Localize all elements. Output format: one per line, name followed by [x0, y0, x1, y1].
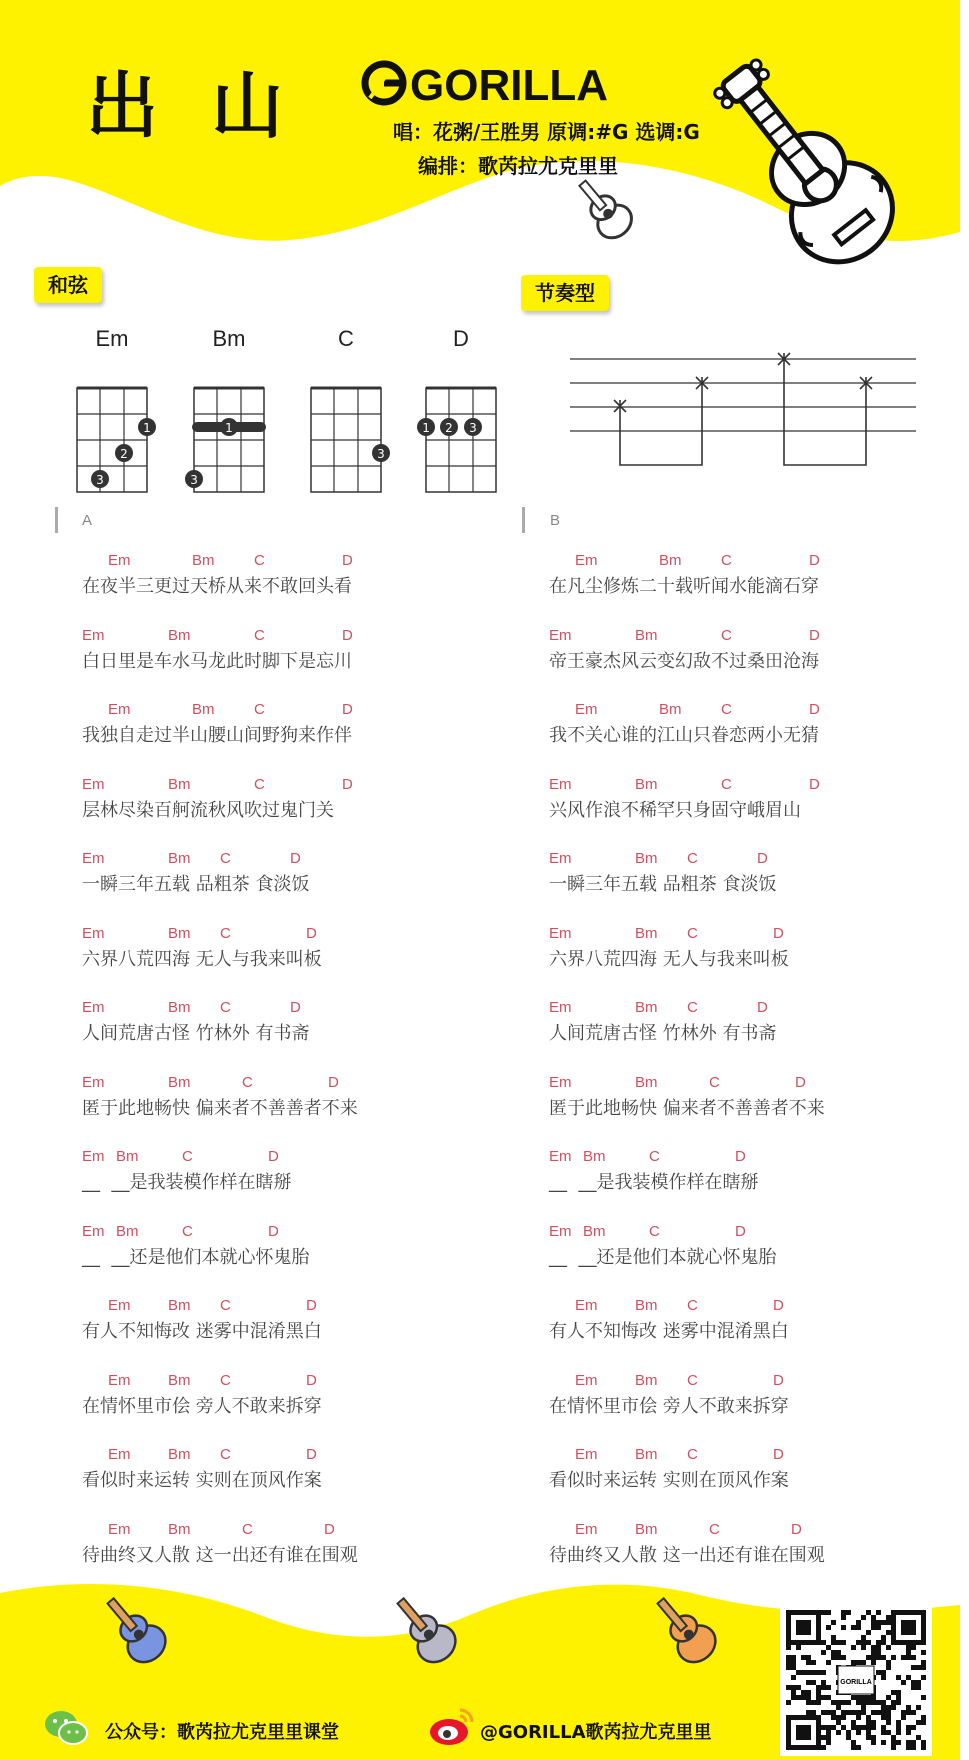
chord-label: D — [328, 1073, 339, 1091]
chord-label: D — [306, 924, 317, 942]
lyric-line — [549, 1148, 969, 1223]
section-a-marker — [55, 507, 58, 533]
chord-label: Em — [575, 1371, 598, 1389]
lyric-text: 人间荒唐古怪 竹林外 有书斋 — [549, 1023, 777, 1044]
chord-row — [82, 1074, 502, 1094]
chord-label: D — [809, 626, 820, 644]
section-b-label: B — [550, 512, 561, 529]
chord-label: D — [773, 1446, 784, 1463]
chord-label: Em — [575, 1297, 598, 1314]
chord-row — [82, 1148, 502, 1168]
chord-label: D — [791, 1520, 802, 1538]
chord-label: Em — [575, 1520, 598, 1538]
lyric-text: 人间荒唐古怪 竹林外 有书斋 — [82, 1023, 310, 1044]
chord-label: D — [306, 1446, 317, 1463]
lyric-line — [549, 999, 969, 1074]
chord-label: Bm — [659, 701, 682, 718]
chord-row — [549, 701, 969, 721]
lyric-line — [549, 552, 969, 627]
chord-label: Bm — [583, 1222, 606, 1240]
chord-label: C — [687, 924, 698, 942]
chord-name: Bm — [212, 326, 246, 351]
chord-row — [549, 999, 969, 1019]
lyric-line — [82, 925, 502, 1000]
section-b-marker — [522, 507, 525, 533]
chords-tag: 和弦 — [34, 267, 102, 303]
chord-label: D — [757, 850, 768, 867]
chord-label: Bm — [635, 626, 658, 644]
lyric-line — [549, 850, 969, 925]
chord-label: D — [735, 1222, 746, 1240]
lyric-text: 看似时来运转 实则在顶风作案 — [82, 1470, 322, 1491]
lyric-text: 看似时来运转 实则在顶风作案 — [549, 1470, 789, 1491]
chord-row — [549, 1372, 969, 1392]
chord-label: Em — [108, 1371, 131, 1389]
chord-label: Em — [82, 999, 105, 1016]
rhythm-tag: 节奏型 — [521, 275, 609, 311]
chord-label: Em — [82, 850, 105, 867]
lyric-text: 在情怀里市侩 旁人不敢来拆穿 — [82, 1395, 322, 1417]
lyric-line — [82, 1372, 502, 1447]
chord-label: D — [290, 999, 301, 1016]
lyric-text: 一瞬三年五载 品粗茶 食淡饭 — [82, 874, 310, 895]
chord-label: Em — [549, 775, 572, 793]
lyric-text: 在情怀里市侩 旁人不敢来拆穿 — [549, 1395, 789, 1417]
chord-row — [549, 850, 969, 870]
chord-label: Em — [549, 1073, 572, 1091]
lyric-line — [82, 1223, 502, 1298]
chord-label: C — [649, 1222, 660, 1240]
ukulele-grey-icon — [385, 1590, 465, 1670]
chord-label: Bm — [168, 1073, 191, 1091]
chord-label: Em — [108, 552, 131, 569]
chord-label: Em — [82, 1222, 105, 1240]
chord-label: Bm — [583, 1148, 606, 1165]
ukulele-icon — [565, 175, 645, 245]
section-a-label: A — [82, 512, 93, 529]
lyric-text: 我不关心谁的江山只眷恋两小无猜 — [549, 725, 819, 746]
svg-text:1: 1 — [225, 421, 233, 435]
lyric-line — [82, 552, 502, 627]
chord-label: D — [268, 1222, 279, 1240]
chord-label: Bm — [116, 1222, 139, 1240]
chord-label: Bm — [635, 1297, 658, 1314]
strum-mark — [778, 353, 790, 443]
chord-label: C — [687, 999, 698, 1016]
guitar-illustration — [690, 50, 920, 280]
lyric-text: 待曲终又人散 这一出还有谁在围观 — [82, 1544, 358, 1566]
chord-label: C — [242, 1073, 253, 1091]
song-title: 出 山 — [86, 64, 298, 148]
chord-label: D — [757, 999, 768, 1016]
chord-label: Bm — [168, 1297, 191, 1314]
chord-label: Bm — [635, 775, 658, 793]
chord-label: C — [220, 850, 231, 867]
chord-name: Em — [95, 326, 129, 351]
wechat-icon — [44, 1708, 88, 1748]
chord-label: C — [242, 1520, 253, 1538]
ukulele-blue-icon — [95, 1590, 175, 1670]
chord-label: D — [306, 1371, 317, 1389]
chord-label: Em — [108, 1520, 131, 1538]
lyric-text: __ __是我装模作样在瞎掰 — [82, 1172, 292, 1193]
qr-code[interactable] — [780, 1604, 932, 1756]
lyric-line — [549, 1074, 969, 1149]
lyric-text: 帝王豪杰风云变幻敌不过桑田沧海 — [549, 650, 819, 672]
chord-diagram-c — [309, 326, 389, 496]
chord-row — [82, 850, 502, 870]
chord-label: C — [687, 850, 698, 867]
chord-label: Em — [82, 775, 105, 793]
chord-label: Bm — [116, 1148, 139, 1165]
lyric-line — [549, 1372, 969, 1447]
lyric-text: 有人不知悔改 迷雾中混淆黑白 — [549, 1321, 789, 1342]
chord-label: D — [773, 1297, 784, 1314]
chord-label: Bm — [635, 924, 658, 942]
chord-label: C — [220, 1371, 231, 1389]
lyric-line — [549, 776, 969, 851]
lyric-line — [549, 925, 969, 1000]
lyric-line — [549, 1446, 969, 1521]
lyric-text: __ __还是他们本就心怀鬼胎 — [82, 1246, 310, 1268]
lyric-text: 兴风作浪不稀罕只身固守峨眉山 — [549, 799, 801, 821]
svg-text:1: 1 — [422, 421, 430, 435]
lyric-line — [82, 850, 502, 925]
chord-row — [82, 776, 502, 796]
chord-row — [82, 701, 502, 721]
chord-label: C — [254, 701, 265, 718]
chord-label: C — [649, 1148, 660, 1165]
chord-label: D — [342, 552, 353, 569]
strum-mark — [696, 377, 708, 443]
chord-row — [549, 1446, 969, 1466]
chord-label: C — [721, 626, 732, 644]
chord-label: Bm — [168, 850, 191, 867]
chord-label: Bm — [168, 1371, 191, 1389]
chord-label: Bm — [659, 552, 682, 569]
qr-logo-text: GORILLA — [840, 1679, 872, 1686]
chord-label: Em — [82, 626, 105, 644]
singer-key-info: 唱：花粥/王胜男 原调:#G 选调:G — [393, 120, 700, 144]
rhythm-pattern — [568, 345, 918, 470]
arranger-info: 编排：歌芮拉尤克里里 — [418, 154, 618, 178]
lyric-line — [82, 1297, 502, 1372]
lyric-line — [549, 1521, 969, 1596]
chord-label: Bm — [168, 924, 191, 942]
chord-label: C — [709, 1073, 720, 1091]
chord-row — [82, 1223, 502, 1243]
chord-label: C — [220, 999, 231, 1016]
chord-row — [549, 1521, 969, 1541]
lyric-line — [82, 1446, 502, 1521]
chord-label: Em — [575, 552, 598, 569]
chord-label: C — [709, 1520, 720, 1538]
chord-row — [82, 999, 502, 1019]
chord-label: D — [306, 1297, 317, 1314]
chord-label: Em — [108, 1297, 131, 1314]
chord-row — [82, 1521, 502, 1541]
chord-label: C — [182, 1148, 193, 1165]
svg-text:1: 1 — [143, 421, 151, 435]
weibo-account: @GORILLA歌芮拉尤克里里 — [480, 1722, 712, 1743]
lyric-text: 在凡尘修炼二十载听闻水能滴石穿 — [549, 576, 819, 597]
lyric-text: 匿于此地畅快 偏来者不善善者不来 — [549, 1097, 825, 1119]
chord-row — [549, 1297, 969, 1317]
svg-text:2: 2 — [445, 421, 453, 435]
chord-label: D — [342, 626, 353, 644]
lyric-text: __ __是我装模作样在瞎掰 — [549, 1172, 759, 1193]
lyric-line — [549, 1223, 969, 1298]
chord-label: C — [687, 1297, 698, 1314]
chord-label: Em — [82, 1073, 105, 1091]
chord-label: Em — [549, 1148, 572, 1165]
chord-label: C — [254, 775, 265, 793]
strum-mark — [860, 377, 872, 443]
chord-label: C — [687, 1371, 698, 1389]
lyric-text: 层林尽染百舸流秋风吹过鬼门关 — [82, 799, 334, 821]
chord-label: Bm — [635, 1446, 658, 1463]
chord-row — [549, 925, 969, 945]
chord-row — [549, 1148, 969, 1168]
chord-label: Bm — [635, 850, 658, 867]
chord-label: Em — [575, 701, 598, 718]
chord-label: D — [795, 1073, 806, 1091]
chord-row — [549, 552, 969, 572]
lyric-text: 有人不知悔改 迷雾中混淆黑白 — [82, 1321, 322, 1342]
chord-label: D — [773, 924, 784, 942]
chord-row — [549, 1074, 969, 1094]
chord-label: D — [290, 850, 301, 867]
chord-label: D — [809, 701, 820, 718]
lyric-line — [549, 1297, 969, 1372]
chord-label: D — [342, 775, 353, 793]
chord-diagram-bm — [192, 326, 272, 496]
chord-label: Em — [549, 850, 572, 867]
wechat-account: 公众号：歌芮拉尤克里里课堂 — [105, 1722, 339, 1743]
lyric-line — [82, 776, 502, 851]
chord-label: C — [220, 924, 231, 942]
lyric-text: 匿于此地畅快 偏来者不善善者不来 — [82, 1097, 358, 1119]
lyrics-column-b — [549, 552, 969, 1595]
weibo-icon — [428, 1704, 476, 1748]
lyric-line — [82, 701, 502, 776]
chord-row — [82, 925, 502, 945]
svg-text:3: 3 — [96, 473, 104, 487]
chord-label: Em — [549, 1222, 572, 1240]
chord-label: Bm — [168, 1446, 191, 1463]
lyric-text: 六界八荒四海 无人与我来叫板 — [82, 948, 322, 970]
chord-label: Em — [82, 1148, 105, 1165]
chord-name: C — [338, 326, 354, 351]
chord-label: D — [735, 1148, 746, 1165]
chord-row — [82, 627, 502, 647]
chord-label: D — [324, 1520, 335, 1538]
lyric-text: 在夜半三更过天桥从来不敢回头看 — [82, 576, 352, 597]
chord-row — [82, 1372, 502, 1392]
chord-label: C — [182, 1222, 193, 1240]
lyric-line — [82, 1148, 502, 1223]
chord-row — [82, 1446, 502, 1466]
svg-text:2: 2 — [120, 447, 128, 461]
chord-label: Em — [549, 924, 572, 942]
chord-row — [549, 776, 969, 796]
chord-label: Em — [108, 701, 131, 718]
lyric-line — [82, 999, 502, 1074]
chord-label: Bm — [635, 1520, 658, 1538]
lyric-text: 六界八荒四海 无人与我来叫板 — [549, 948, 789, 970]
chord-label: Em — [575, 1446, 598, 1463]
lyric-text: 一瞬三年五载 品粗茶 食淡饭 — [549, 874, 777, 895]
lyric-line — [82, 627, 502, 702]
chord-label: Bm — [635, 999, 658, 1016]
chord-label: Em — [82, 924, 105, 942]
chord-label: C — [220, 1446, 231, 1463]
chord-label: C — [687, 1446, 698, 1463]
chord-label: D — [773, 1371, 784, 1389]
ukulele-orange-icon — [645, 1590, 725, 1670]
chord-label: Bm — [192, 701, 215, 718]
chord-label: Bm — [635, 1371, 658, 1389]
chord-label: Bm — [168, 999, 191, 1016]
lyric-line — [549, 701, 969, 776]
chord-label: Bm — [168, 626, 191, 644]
chord-label: D — [342, 701, 353, 718]
logo-text: GORILLA — [410, 61, 608, 110]
chord-label: Bm — [168, 1520, 191, 1538]
lyric-line — [82, 1074, 502, 1149]
lyric-text: 我独自走过半山腰山间野狗来作伴 — [82, 725, 352, 746]
chord-label: D — [809, 775, 820, 793]
chord-label: C — [721, 552, 732, 569]
chord-label: Em — [108, 1446, 131, 1463]
chord-label: D — [809, 552, 820, 569]
chord-label: D — [268, 1148, 279, 1165]
chord-label: C — [254, 552, 265, 569]
svg-text:3: 3 — [190, 473, 198, 487]
chord-label: C — [721, 701, 732, 718]
lyrics-column-a — [82, 552, 502, 1595]
lyric-line — [82, 1521, 502, 1596]
chord-row — [82, 552, 502, 572]
chord-diagram-em — [75, 326, 155, 496]
chord-label: C — [254, 626, 265, 644]
chord-label: Bm — [192, 552, 215, 569]
chord-label: C — [220, 1297, 231, 1314]
lyric-text: __ __还是他们本就心怀鬼胎 — [549, 1246, 777, 1268]
chord-label: Em — [549, 626, 572, 644]
gorilla-logo — [360, 58, 608, 110]
svg-text:3: 3 — [469, 421, 477, 435]
chord-row — [82, 1297, 502, 1317]
chord-label: Em — [549, 999, 572, 1016]
lyric-line — [549, 627, 969, 702]
lyric-text: 待曲终又人散 这一出还有谁在围观 — [549, 1544, 825, 1566]
lyric-text: 白日里是车水马龙此时脚下是忘川 — [82, 650, 352, 672]
chord-label: C — [721, 775, 732, 793]
svg-text:3: 3 — [377, 447, 385, 461]
chord-row — [549, 627, 969, 647]
chord-name: D — [453, 326, 469, 351]
chord-label: Bm — [635, 1073, 658, 1091]
chord-diagram-d — [424, 326, 504, 496]
chord-row — [549, 1223, 969, 1243]
chord-label: Bm — [168, 775, 191, 793]
